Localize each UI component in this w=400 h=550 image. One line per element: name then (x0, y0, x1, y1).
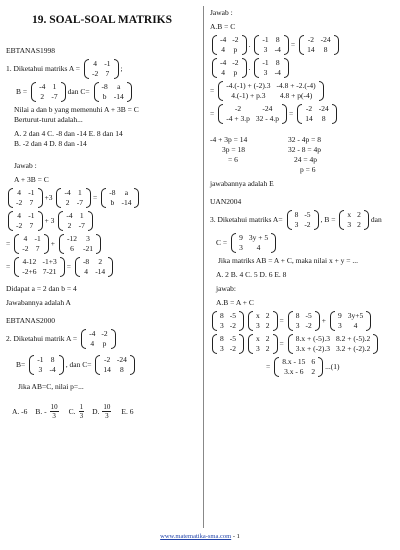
solution-step-1: 8 -5 3 -2 x 2 3 2 = 8 -5 3 -2 + 9 3y+5 3 4 (210, 311, 396, 331)
problem-2-text: Jika AB=C, nilai p=... (18, 382, 84, 391)
problem-1-options: A. 2 dan 4 C. -8 dan -14 E. 8 dan 14 (14, 129, 123, 138)
matrix: 4 -1 -2 7 (14, 234, 49, 254)
equation: A.B = C (210, 22, 236, 31)
matrix-c: -8 a b -14 (94, 82, 132, 102)
problem-3-matrix-c: C = 9 3y + 5 3 4 (210, 233, 396, 253)
fraction: $\frac{10}{3}$ (103, 403, 111, 420)
solution-step-3: = 4 -1 -2 7 + -12 3 6 -21 (6, 234, 198, 254)
answer-heading: jawab: (216, 284, 236, 293)
matrix: -2 -24 14 8 (297, 104, 337, 124)
matrix: 8.x + (-5).3 8.2 + (-5).2 3.x + (-2).3 3.2 + (-2).2 (288, 334, 378, 354)
matrix: 4 -1 -2 7 (8, 211, 43, 231)
equation: A.B = A + C (216, 298, 254, 307)
matrix-b: x 2 3 2 (339, 210, 369, 230)
matrix-a: -4 -2 4 p (81, 329, 116, 349)
source-label: UAN2004 (210, 197, 242, 206)
left-column (6, 14, 198, 423)
matrix-b: -4 1 2 -7 (31, 82, 66, 102)
matrix: -4 -2 4 p (212, 35, 247, 55)
solution-step-4: = 4-12 -1+3 -2+6 7-21 = -8 2 4 -14 (6, 257, 198, 277)
problem-3-text: Jika matriks AB = A + C, maka nilai x + y = ... (218, 256, 359, 265)
matrix: -2 -24 -4 + 3.p 32 - 4.p (218, 104, 287, 124)
solution-step-3: = -4.(-1) + (-2).3 -4.8 + -2.(-4) 4.(-1) + p.3 4.8 + p(-4) (210, 81, 396, 101)
matrix-c: 9 3y + 5 3 4 (231, 233, 276, 253)
matrix: 8 -5 3 -2 (212, 311, 244, 331)
solve-row: p = 6 (300, 165, 316, 174)
fraction: $\frac{1}{3}$ (79, 403, 84, 420)
problem-3-statement: 3. Diketahui matriks A= 8 -5 3 -2 , B = x 2 3 2 dan (210, 210, 382, 229)
matrix: x 2 3 2 (248, 334, 278, 354)
matrix: -4 1 2 -7 (56, 188, 91, 208)
problem-3-options: A. 2 B. 4 C. 5 D. 6 E. 8 (216, 270, 287, 279)
matrix: -8 a b -14 (101, 188, 139, 208)
page-title: 19. SOAL-SOAL MATRIKS (31, 14, 173, 26)
solve-row: 3p = 18 32 - 8 = 4p (222, 145, 321, 154)
equation: A + 3B = C (14, 175, 49, 184)
problem-2-statement: 2. Diketahui matrik A = -4 -2 4 p (6, 329, 198, 349)
matrix: -8 2 4 -14 (75, 257, 113, 277)
page-number: 1 (236, 533, 240, 540)
matrix: -4 1 2 -7 (58, 211, 93, 231)
matrix: -4 -2 4 p (212, 58, 247, 78)
solve-row: -4 + 3p = 14 32 - 4p = 8 (210, 135, 321, 144)
solve-row: = 6 24 = 4p (228, 155, 317, 164)
page-footer: www.matematika-sma.com - 1 (160, 533, 240, 540)
problem-2-options: A. -6 B. - $\frac{10}{3}$ C. $\frac{1}{3}$ D. $\frac{10}{3}$ E. 6 (12, 403, 134, 420)
solution-step-1: 4 -1 -2 7 +3 -4 1 2 -7 = -8 a b -14 (6, 188, 198, 208)
matrix: 8 -5 3 -2 (212, 334, 244, 354)
matrix-a: 8 -5 3 -2 (287, 210, 319, 230)
matrix: 8 -5 3 -2 (288, 311, 320, 331)
matrix: -12 3 6 -21 (59, 234, 101, 254)
matrix: 4-12 -1+3 -2+6 7-21 (14, 257, 64, 277)
matrix: -1 8 3 -4 (254, 35, 289, 55)
problem-1-matrices: B = -4 1 2 -7 dan C= -8 a b -14 (6, 82, 198, 102)
source-label: EBTANAS2000 (6, 316, 55, 325)
problem-1-text-2: Berturut-turut adalah... (14, 115, 83, 124)
solution-step-2: -4 -2 4 p . -1 8 3 -4 (210, 58, 396, 78)
matrix-b: -1 8 3 -4 (29, 355, 64, 375)
fraction: $\frac{10}{3}$ (50, 403, 58, 420)
solution-step-2: 8 -5 3 -2 x 2 3 2 = 8.x + (-5).3 8.2 + (-5).2 3.x + (-2).3 3.2 + (-2).2 (210, 334, 396, 354)
matrix: -2 -24 14 8 (299, 35, 339, 55)
matrix: 4 -1 -2 7 (8, 188, 43, 208)
matrix: 8.x - 15 6 3.x - 6 2 (274, 357, 323, 377)
right-column (210, 8, 396, 380)
matrix: 9 3y+5 3 4 (330, 311, 371, 331)
answer-text: Jawabannya adalah A (6, 298, 71, 307)
problem-1-statement: 1. Diketahui matriks A = 4 -1 -2 7 ; (6, 59, 123, 78)
solve-steps (210, 135, 396, 175)
matrix: -4.(-1) + (-2).3 -4.8 + -2.(-4) 4.(-1) + p.3 4.8 + p(-4) (218, 81, 323, 101)
solution-step-1: -4 -2 4 p . -1 8 3 -4 = -2 -24 14 8 (210, 35, 396, 55)
answer-heading: Jawab : (210, 8, 233, 17)
column-divider (203, 6, 204, 528)
solution-step-2: 4 -1 -2 7 + 3 -4 1 2 -7 (6, 211, 198, 231)
solution-step-3: = 8.x - 15 6 3.x - 6 2 ...(1) (266, 357, 340, 376)
solution-step-4: = -2 -24 -4 + 3.p 32 - 4.p = -2 -24 14 8 (210, 104, 396, 124)
source-label: EBTANAS1998 (6, 46, 55, 55)
problem-2-matrices: B= -1 8 3 -4 , dan C= -2 -24 14 8 (6, 355, 198, 375)
matrix: -1 8 3 -4 (254, 58, 289, 78)
answer-text: jawabannya adalah E (210, 179, 274, 188)
matrix-a: 4 -1 -2 7 (84, 59, 119, 79)
problem-1-text: Nilai a dan b yang memenuhi A + 3B = C (14, 105, 139, 114)
result-text: Didapat a = 2 dan b = 4 (6, 284, 77, 293)
answer-heading: Jawab : (14, 161, 37, 170)
problem-1-options-2: B. -2 dan 4 D. 8 dan -14 (14, 139, 87, 148)
footer-link[interactable]: www.matematika-sma.com (160, 533, 232, 540)
matrix-c: -2 -24 14 8 (95, 355, 135, 375)
matrix: x 2 3 2 (248, 311, 278, 331)
